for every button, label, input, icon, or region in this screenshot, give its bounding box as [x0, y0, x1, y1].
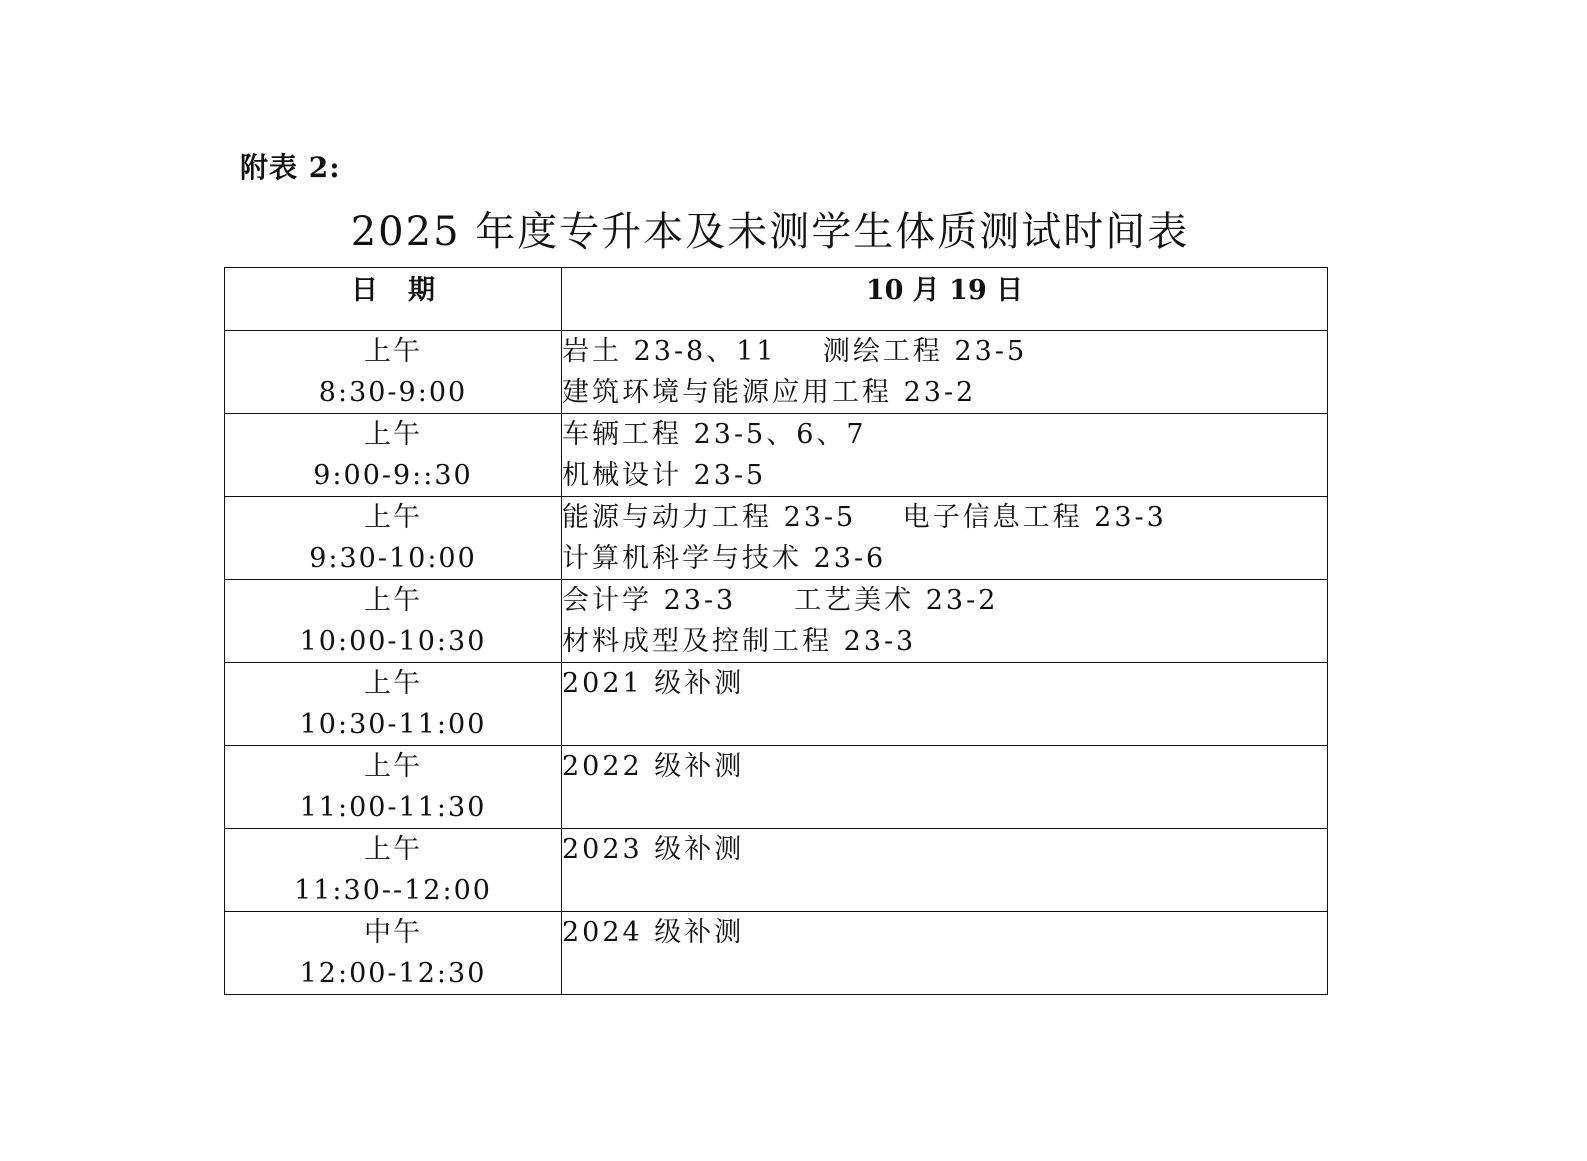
table-row — [225, 580, 1328, 663]
groups-line-2: 计算机科学与技术 23-6 — [562, 543, 887, 574]
time-slot-cell — [225, 414, 562, 497]
period-label: 上午 — [364, 751, 422, 782]
groups-line-2: 材料成型及控制工程 23-3 — [562, 626, 917, 657]
groups-line-1: 会计学 23-3 工艺美术 23-2 — [562, 585, 999, 616]
groups-line-1: 能源与动力工程 23-5 电子信息工程 23-3 — [562, 502, 1167, 533]
groups-cell — [562, 580, 1328, 663]
table-row — [225, 663, 1328, 746]
time-slot-cell — [225, 580, 562, 663]
time-range: 9:00-9::30 — [313, 460, 473, 491]
period-label: 上午 — [364, 336, 422, 367]
table-row — [225, 746, 1328, 829]
table-row — [225, 497, 1328, 580]
period-label: 上午 — [364, 834, 422, 865]
groups-cell — [562, 912, 1328, 995]
groups-line-2: 建筑环境与能源应用工程 23-2 — [562, 377, 977, 408]
time-range: 8:30-9:00 — [318, 377, 468, 408]
table-header-row — [225, 268, 1328, 331]
time-range: 9:30-10:00 — [309, 543, 477, 574]
time-slot-cell — [225, 912, 562, 995]
groups-line-1: 2022 级补测 — [562, 751, 745, 782]
period-label: 中午 — [364, 917, 422, 948]
table-row — [225, 414, 1328, 497]
date-column-header: 日期 — [225, 268, 562, 331]
period-label: 上午 — [364, 668, 422, 699]
time-range: 10:00-10:30 — [299, 626, 487, 657]
groups-cell — [562, 829, 1328, 912]
table-row — [225, 829, 1328, 912]
document-title: 2025 年度专升本及未测学生体质测试时间表 — [350, 209, 1190, 255]
time-range: 11:00-11:30 — [299, 792, 487, 823]
groups-cell — [562, 746, 1328, 829]
groups-line-1: 车辆工程 23-5、6、7 — [562, 419, 867, 450]
period-label: 上午 — [364, 502, 422, 533]
table-row — [225, 331, 1328, 414]
table-row — [225, 912, 1328, 995]
time-range: 11:30--12:00 — [294, 875, 492, 906]
time-slot-cell — [225, 829, 562, 912]
attachment-label: 附表 2: — [240, 151, 341, 184]
time-slot-cell — [225, 497, 562, 580]
groups-cell — [562, 414, 1328, 497]
date-value-header: 10 月 19 日 — [562, 268, 1328, 331]
time-range: 12:00-12:30 — [299, 958, 487, 989]
time-slot-cell — [225, 663, 562, 746]
groups-line-1: 岩土 23-8、11 测绘工程 23-5 — [562, 336, 1028, 367]
groups-cell — [562, 663, 1328, 746]
time-slot-cell — [225, 746, 562, 829]
schedule-table — [224, 267, 1328, 995]
groups-line-1: 2023 级补测 — [562, 834, 745, 865]
groups-line-1: 2024 级补测 — [562, 917, 745, 948]
period-label: 上午 — [364, 585, 422, 616]
groups-cell — [562, 497, 1328, 580]
time-range: 10:30-11:00 — [299, 709, 487, 740]
period-label: 上午 — [364, 419, 422, 450]
groups-cell — [562, 331, 1328, 414]
time-slot-cell — [225, 331, 562, 414]
groups-line-2: 机械设计 23-5 — [562, 460, 767, 491]
groups-line-1: 2021 级补测 — [562, 668, 745, 699]
